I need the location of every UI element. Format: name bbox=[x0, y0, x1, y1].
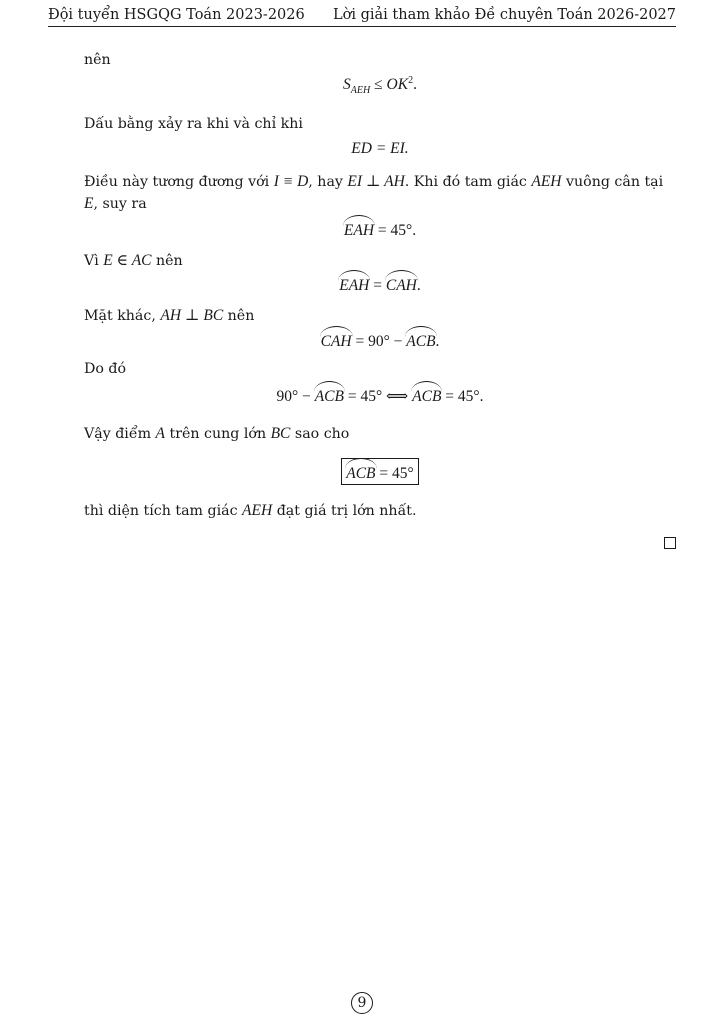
equation-2: ED = EI. bbox=[351, 140, 409, 157]
equation-6: 90° − ACB = 45° ⟺ ACB = 45°. bbox=[84, 384, 676, 406]
paragraph-5: Mặt khác, AH ⊥ BC nên bbox=[84, 307, 255, 324]
page-header bbox=[48, 6, 676, 27]
paragraph-6: Do đó bbox=[84, 361, 127, 377]
paragraph-3: Điều này tương đương với I ≡ D, hay EI ⊥ AH. Khi đó tam giác AEH vuông cân tại E, suy ra bbox=[84, 173, 664, 212]
equation-5: CAH = 90° − ACB. bbox=[84, 329, 676, 351]
paragraph-8: thì diện tích tam giác AEH đạt giá trị lớn nhất. bbox=[84, 502, 417, 519]
equation-4: EAH = CAH. bbox=[84, 273, 676, 295]
qed-square-icon bbox=[664, 537, 676, 549]
boxed-result-equation: ACB = 45° bbox=[84, 458, 676, 485]
equation-3: EAH = 45°. bbox=[84, 218, 676, 240]
header-left-title: Đội tuyển HSGQG Toán 2023-2026 bbox=[48, 7, 305, 23]
paragraph-2: Dấu bằng xảy ra khi và chỉ khi bbox=[84, 116, 303, 132]
header-right-title: Lời giải tham khảo Đề chuyên Toán 2026-2027 bbox=[332, 7, 676, 23]
page-number: 9 bbox=[351, 992, 373, 1014]
paragraph-4: Vì E ∈ AC nên bbox=[84, 252, 183, 269]
paragraph-1: nên bbox=[84, 52, 111, 68]
equation-1: $S_{AEH} \le OK^2$. bbox=[343, 75, 417, 96]
paragraph-7: Vậy điểm A trên cung lớn BC sao cho bbox=[84, 425, 350, 442]
